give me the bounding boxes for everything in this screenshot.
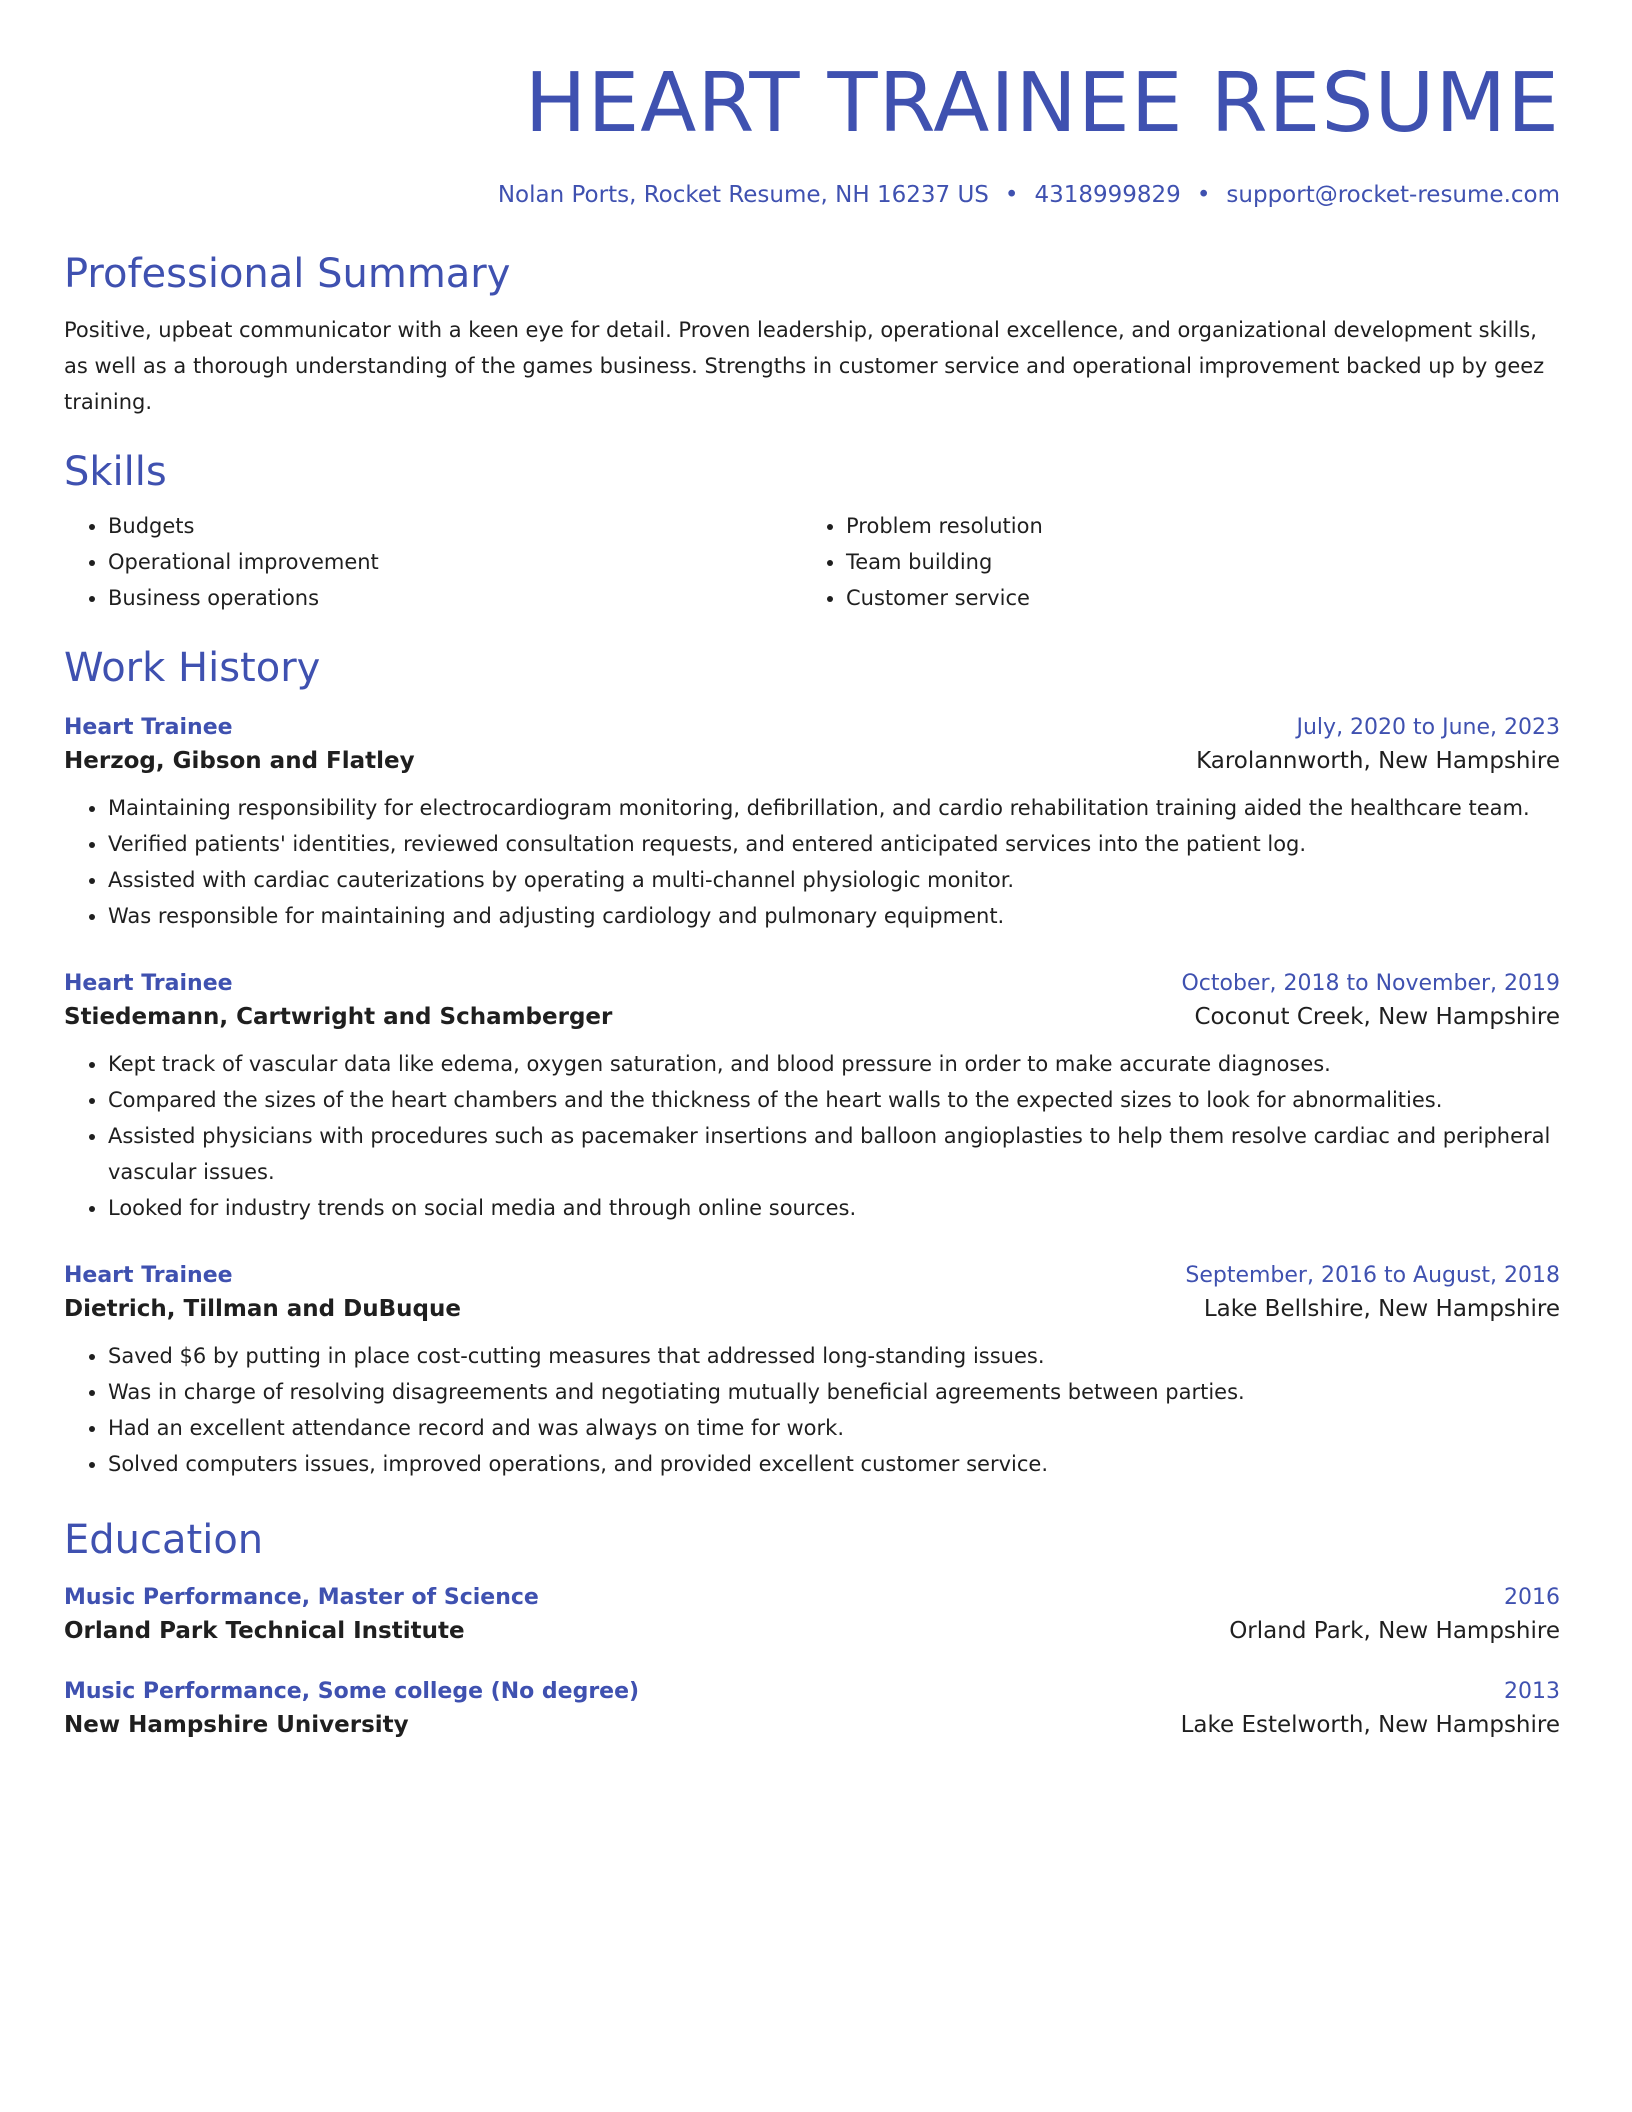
job-bullets bbox=[64, 790, 1560, 934]
skills-grid bbox=[64, 508, 1560, 616]
job-company: Herzog, Gibson and Flatley bbox=[64, 748, 415, 774]
skills-column-left bbox=[64, 508, 802, 616]
resume-header bbox=[64, 0, 1560, 210]
job-role: Heart Trainee bbox=[64, 971, 233, 996]
education-location: Orland Park, New Hampshire bbox=[1229, 1618, 1560, 1644]
job-bullet: • Looked for industry trends on social media and through online sources. bbox=[108, 1190, 1560, 1226]
education-year: 2013 bbox=[1504, 1679, 1560, 1704]
contact-separator: • bbox=[1196, 182, 1211, 208]
skill-item: • Budgets bbox=[108, 508, 802, 544]
contact-line bbox=[64, 180, 1560, 210]
skills-heading: Skills bbox=[64, 449, 167, 495]
skills-section bbox=[64, 448, 1560, 616]
contact-email[interactable]: support@rocket-resume.com bbox=[1226, 182, 1560, 208]
skill-item: • Problem resolution bbox=[846, 508, 1540, 544]
skill-item: • Customer service bbox=[846, 580, 1540, 616]
job-location: Lake Bellshire, New Hampshire bbox=[1203, 1296, 1560, 1322]
job-bullets bbox=[64, 1338, 1560, 1482]
contact-phone[interactable]: 4318999829 bbox=[1034, 182, 1181, 208]
job-entry bbox=[64, 1260, 1560, 1482]
job-bullet: • Solved computers issues, improved operations, and provided excellent customer service. bbox=[108, 1446, 1560, 1482]
job-company: Stiedemann, Cartwright and Schamberger bbox=[64, 1004, 613, 1030]
job-bullet: • Compared the sizes of the heart chambers and the thickness of the heart walls to the expected sizes to look for abnormalities. bbox=[108, 1082, 1560, 1118]
job-location: Karolannworth, New Hampshire bbox=[1196, 748, 1560, 774]
skill-item: • Operational improvement bbox=[108, 544, 802, 580]
job-bullet: • Was responsible for maintaining and adjusting cardiology and pulmonary equipment. bbox=[108, 898, 1560, 934]
education-entry bbox=[64, 1676, 1560, 1742]
education-school-row bbox=[64, 1614, 1560, 1648]
education-entry bbox=[64, 1582, 1560, 1648]
job-entry bbox=[64, 968, 1560, 1226]
summary-section bbox=[64, 250, 1560, 420]
summary-text: Positive, upbeat communicator with a keen eye for detail. Proven leadership, operational excellence, and organizational development skills, as well as a thorough understanding of the games business. Strengths in customer service and operational improvement backed up by geez training. bbox=[64, 318, 1545, 414]
job-dates: July, 2020 to June, 2023 bbox=[1296, 715, 1560, 740]
job-bullet: • Had an excellent attendance record and was always on time for work. bbox=[108, 1410, 1560, 1446]
skill-item: • Team building bbox=[846, 544, 1540, 580]
education-degree-row bbox=[64, 1676, 1560, 1708]
education-degree-row bbox=[64, 1582, 1560, 1614]
job-bullet: • Kept track of vascular data like edema, oxygen saturation, and blood pressure in order to make accurate diagnoses. bbox=[108, 1046, 1560, 1082]
job-dates: September, 2016 to August, 2018 bbox=[1185, 1263, 1560, 1288]
job-company-row bbox=[64, 744, 1560, 778]
job-role: Heart Trainee bbox=[64, 715, 233, 740]
education-degree: Music Performance, Some college (No degree) bbox=[64, 1679, 640, 1704]
education-school: New Hampshire University bbox=[64, 1712, 409, 1738]
education-school: Orland Park Technical Institute bbox=[64, 1618, 465, 1644]
contact-separator: • bbox=[1004, 182, 1019, 208]
skill-item: • Business operations bbox=[108, 580, 802, 616]
job-bullet: • Maintaining responsibility for electrocardiogram monitoring, defibrillation, and cardio rehabilitation training aided the healthcare team. bbox=[108, 790, 1560, 826]
job-entry bbox=[64, 712, 1560, 934]
job-bullet: • Assisted with cardiac cauterizations by operating a multi-channel physiologic monitor. bbox=[108, 862, 1560, 898]
contact-address: Nolan Ports, Rocket Resume, NH 16237 US bbox=[497, 182, 989, 208]
skills-column-right bbox=[802, 508, 1540, 616]
education-year: 2016 bbox=[1504, 1585, 1560, 1610]
work-history-section bbox=[64, 644, 1560, 1482]
job-title-row bbox=[64, 712, 1560, 744]
resume-page bbox=[64, 0, 1560, 1742]
resume-title: HEART TRAINEE RESUME bbox=[524, 56, 1560, 151]
job-title-row bbox=[64, 1260, 1560, 1292]
job-bullet: • Saved $6 by putting in place cost-cutting measures that addressed long-standing issues. bbox=[108, 1338, 1560, 1374]
job-location: Coconut Creek, New Hampshire bbox=[1194, 1004, 1560, 1030]
job-dates: October, 2018 to November, 2019 bbox=[1181, 971, 1560, 996]
job-bullet: • Assisted physicians with procedures such as pacemaker insertions and balloon angioplasties to help them resolve cardiac and peripheral vascular issues. bbox=[108, 1118, 1560, 1190]
job-company-row bbox=[64, 1000, 1560, 1034]
job-role: Heart Trainee bbox=[64, 1263, 233, 1288]
job-company-row bbox=[64, 1292, 1560, 1326]
job-bullet: • Was in charge of resolving disagreements and negotiating mutually beneficial agreements between parties. bbox=[108, 1374, 1560, 1410]
education-location: Lake Estelworth, New Hampshire bbox=[1180, 1712, 1560, 1738]
education-degree: Music Performance, Master of Science bbox=[64, 1585, 539, 1610]
job-bullets bbox=[64, 1046, 1560, 1226]
job-title-row bbox=[64, 968, 1560, 1000]
education-section bbox=[64, 1516, 1560, 1742]
work-history-heading: Work History bbox=[64, 645, 321, 691]
job-company: Dietrich, Tillman and DuBuque bbox=[64, 1296, 461, 1322]
summary-heading: Professional Summary bbox=[64, 251, 511, 297]
education-school-row bbox=[64, 1708, 1560, 1742]
job-bullet: • Verified patients' identities, reviewed consultation requests, and entered anticipated services into the patient log. bbox=[108, 826, 1560, 862]
education-heading: Education bbox=[64, 1517, 264, 1563]
